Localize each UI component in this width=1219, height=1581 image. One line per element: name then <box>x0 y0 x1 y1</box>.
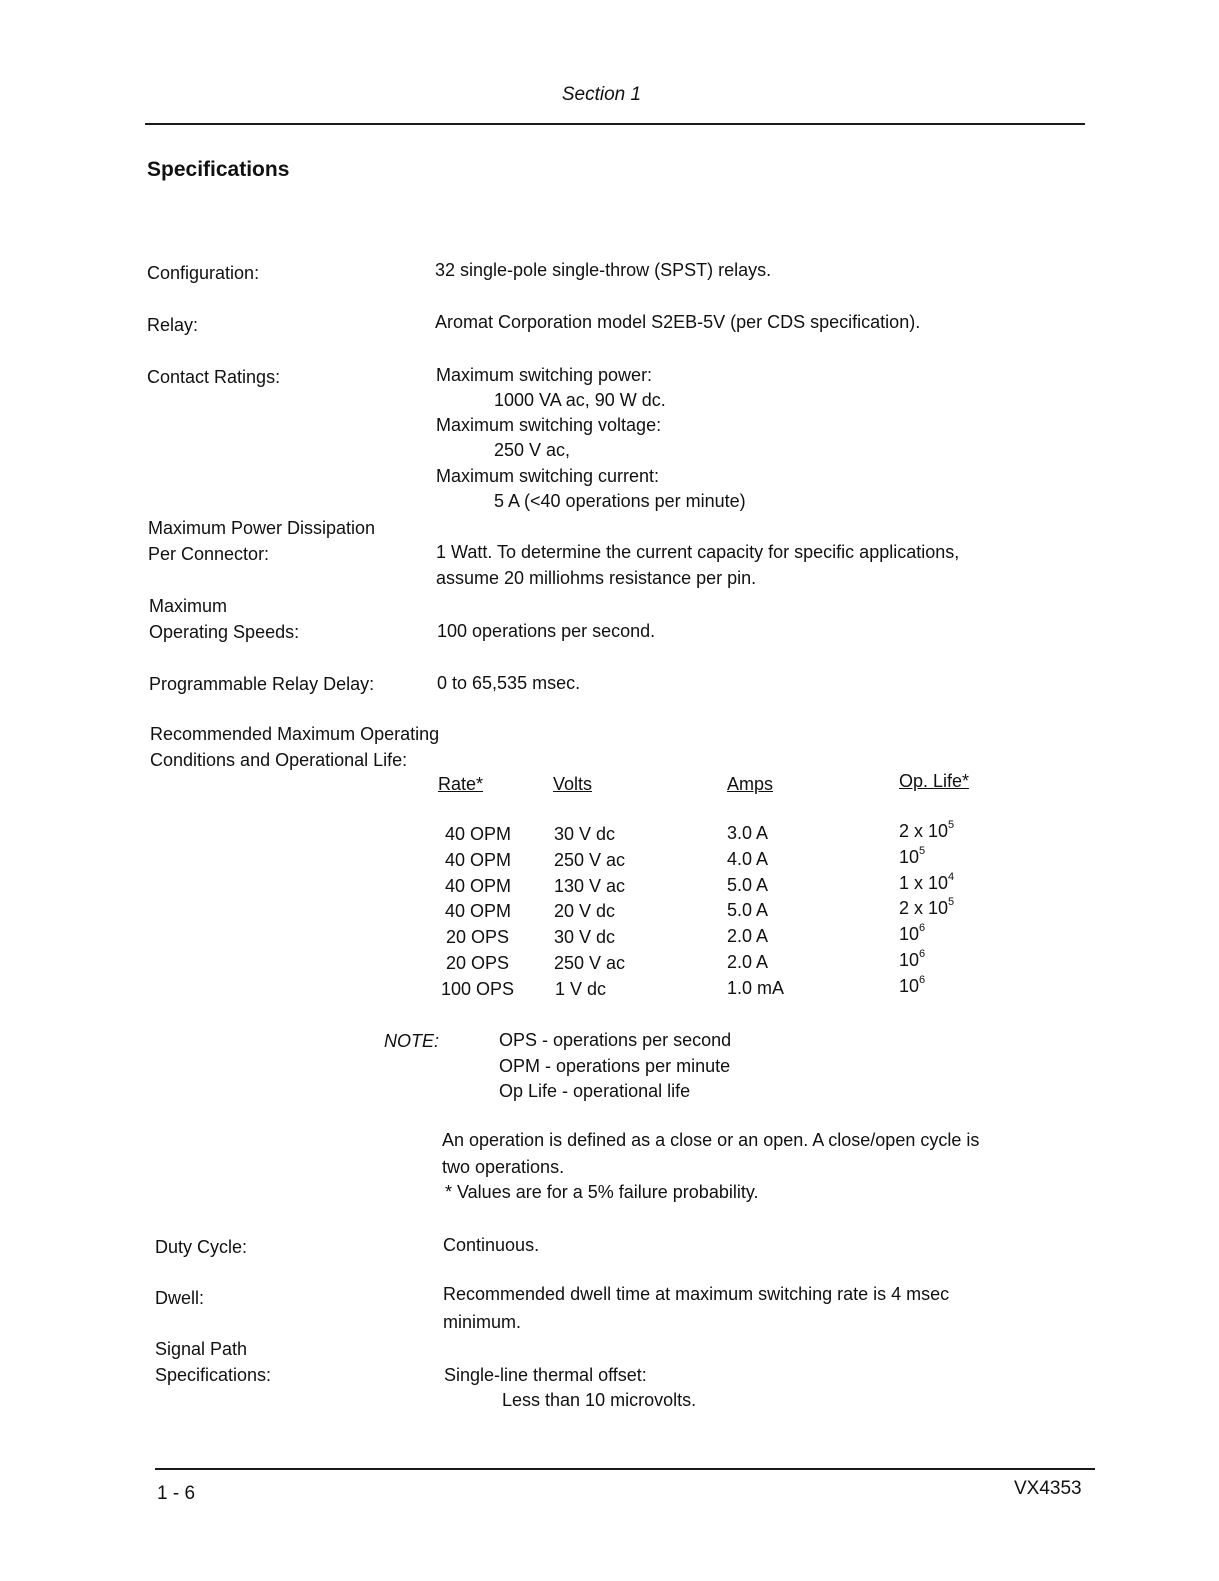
power-dissipation-value: assume 20 milliohms resistance per pin. <box>436 568 757 588</box>
note-line: Op Life - operational life <box>499 1081 691 1101</box>
signal-path-value: Single-line thermal offset: <box>444 1365 647 1385</box>
signal-path-label: Signal Path <box>155 1339 248 1359</box>
note-line: OPM - operations per minute <box>499 1056 731 1076</box>
volts-cell: 250 V ac <box>554 953 626 973</box>
signal-path-label: Specifications: <box>155 1365 272 1385</box>
configuration-label: Configuration: <box>147 263 260 283</box>
contact-ratings-line: Maximum switching voltage: <box>436 415 662 435</box>
power-dissipation-value: 1 Watt. To determine the current capacity for specific applications, <box>436 542 960 562</box>
amps-cell: 2.0 A <box>727 952 769 972</box>
header-rule <box>145 123 1085 125</box>
configuration-value: 32 single-pole single-throw (SPST) relays. <box>435 260 772 280</box>
column-header-amps: Amps <box>727 774 774 794</box>
volts-cell: 30 V dc <box>554 824 616 844</box>
relay-label: Relay: <box>147 315 199 335</box>
amps-cell: 2.0 A <box>727 926 769 946</box>
op-life-cell: 1 x $10^4$ <box>899 871 955 893</box>
rate-cell: 40 OPM <box>445 901 512 921</box>
signal-path-value: Less than 10 microvolts. <box>502 1390 697 1410</box>
dwell-value: Recommended dwell time at maximum switching rate is 4 msec <box>443 1284 950 1304</box>
note-footnote: * Values are for a 5% failure probability. <box>445 1182 759 1202</box>
volts-cell: 1 V dc <box>555 979 607 999</box>
op-life-cell: $10^5$ <box>899 845 926 867</box>
amps-cell: 5.0 A <box>727 875 769 895</box>
column-header-rate: Rate* <box>438 774 484 794</box>
amps-cell: 1.0 mA <box>727 978 785 998</box>
page-title: Specifications <box>147 158 290 181</box>
op-life-cell: $10^6$ <box>899 974 926 996</box>
page-number: 1 - 6 <box>157 1483 196 1504</box>
contact-ratings-line: 250 V ac, <box>494 440 571 460</box>
rate-cell: 100 OPS <box>441 979 515 999</box>
amps-cell: 5.0 A <box>727 900 769 920</box>
document-id: VX4353 <box>1014 1478 1082 1499</box>
section-header: Section 1 <box>561 84 642 105</box>
volts-cell: 130 V ac <box>554 876 626 896</box>
note-paragraph: two operations. <box>442 1157 565 1177</box>
column-header-op-life: Op. Life* <box>899 771 970 791</box>
note-line: OPS - operations per second <box>499 1030 732 1050</box>
operating-conditions-label: Recommended Maximum Operating <box>150 724 440 744</box>
dwell-value: minimum. <box>443 1312 522 1332</box>
power-dissipation-label: Maximum Power Dissipation <box>148 518 376 538</box>
power-dissipation-label: Per Connector: <box>148 544 270 564</box>
volts-cell: 250 V ac <box>554 850 626 870</box>
contact-ratings-label: Contact Ratings: <box>147 367 281 387</box>
operating-speeds-label: Maximum <box>149 596 228 616</box>
op-life-cell: $10^6$ <box>899 948 926 970</box>
operating-speeds-label: Operating Speeds: <box>149 622 300 642</box>
op-life-cell: $10^6$ <box>899 922 926 944</box>
operating-speeds-value: 100 operations per second. <box>437 621 656 641</box>
relay-delay-label: Programmable Relay Delay: <box>149 674 375 694</box>
op-life-cell: 2 x $10^5$ <box>899 896 955 918</box>
footer-rule <box>155 1468 1095 1470</box>
relay-value: Aromat Corporation model S2EB-5V (per CDS specification). <box>435 312 921 332</box>
duty-cycle-value: Continuous. <box>443 1235 540 1255</box>
relay-delay-value: 0 to 65,535 msec. <box>437 673 581 693</box>
rate-cell: 40 OPM <box>445 824 512 844</box>
note-label: NOTE: <box>384 1031 440 1051</box>
volts-cell: 20 V dc <box>554 901 616 921</box>
amps-cell: 3.0 A <box>727 823 769 843</box>
rate-cell: 20 OPS <box>446 927 510 947</box>
note-paragraph: An operation is defined as a close or an open. A close/open cycle is <box>442 1130 980 1150</box>
column-header-volts: Volts <box>553 774 593 794</box>
operating-conditions-label: Conditions and Operational Life: <box>150 750 408 770</box>
op-life-cell: 2 x $10^5$ <box>899 819 955 841</box>
contact-ratings-line: 5 A (<40 operations per minute) <box>494 491 746 511</box>
contact-ratings-line: 1000 VA ac, 90 W dc. <box>494 390 666 410</box>
rate-cell: 20 OPS <box>446 953 510 973</box>
amps-cell: 4.0 A <box>727 849 769 869</box>
contact-ratings-line: Maximum switching power: <box>436 365 653 385</box>
rate-cell: 40 OPM <box>445 876 512 896</box>
dwell-label: Dwell: <box>155 1288 205 1308</box>
volts-cell: 30 V dc <box>554 927 616 947</box>
contact-ratings-line: Maximum switching current: <box>436 466 660 486</box>
duty-cycle-label: Duty Cycle: <box>155 1237 248 1257</box>
rate-cell: 40 OPM <box>445 850 512 870</box>
